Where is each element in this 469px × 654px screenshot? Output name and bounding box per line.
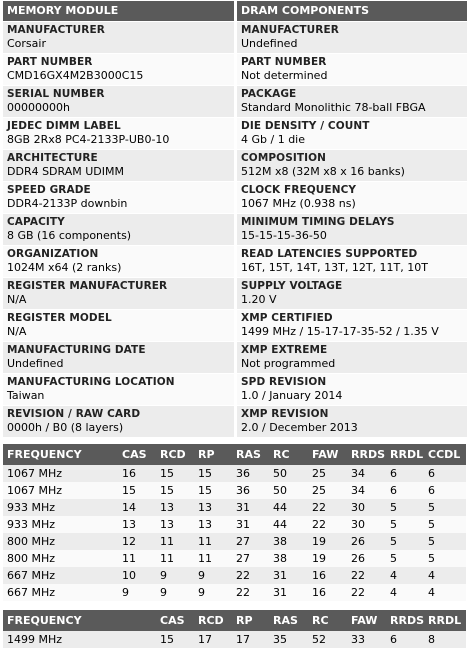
module-property [3, 278, 234, 309]
table-cell: 50 [269, 465, 308, 482]
dram-property [237, 278, 467, 309]
property-label: REGISTER MANUFACTURER [7, 280, 168, 292]
property-value: 00000000h [7, 101, 70, 114]
table-cell: 667 MHz [3, 567, 118, 584]
dram-property [237, 86, 467, 117]
table-row [3, 631, 466, 648]
table-cell: 38 [269, 533, 308, 550]
xmp-table-header [3, 610, 466, 631]
property-row [0, 214, 469, 246]
table-cell: 9 [156, 567, 194, 584]
module-property [3, 182, 234, 213]
table-cell: 13 [194, 516, 232, 533]
column-header: RC [269, 444, 308, 465]
column-header: RAS [232, 444, 269, 465]
table-cell: 30 [347, 499, 386, 516]
property-value: N/A [7, 325, 27, 338]
table-cell: 16 [308, 584, 347, 601]
property-label: DIE DENSITY / COUNT [241, 120, 370, 132]
property-value: 0000h / B0 (8 layers) [7, 421, 124, 434]
property-label: COMPOSITION [241, 152, 327, 164]
module-property [3, 310, 234, 341]
table-cell: 933 MHz [3, 516, 118, 533]
table-cell: 8 [424, 631, 466, 648]
table-cell: 5 [424, 499, 466, 516]
property-row [0, 278, 469, 310]
table-cell: 15 [194, 482, 232, 499]
table-cell: 11 [156, 533, 194, 550]
dram-property [237, 54, 467, 85]
table-cell: 5 [424, 516, 466, 533]
table-row [3, 499, 466, 516]
module-property [3, 406, 234, 437]
column-header: RCD [194, 610, 232, 631]
module-property [3, 86, 234, 117]
table-cell: 9 [194, 584, 232, 601]
table-cell: 15 [118, 482, 156, 499]
table-cell: 22 [347, 567, 386, 584]
property-label: XMP EXTREME [241, 344, 328, 356]
module-property [3, 214, 234, 245]
column-header: CCDL [424, 444, 466, 465]
property-value: Standard Monolithic 78-ball FBGA [241, 101, 426, 114]
module-property [3, 246, 234, 277]
column-header: RP [232, 610, 269, 631]
table-cell: 31 [232, 499, 269, 516]
property-label: REGISTER MODEL [7, 312, 112, 324]
dram-property [237, 406, 467, 437]
table-cell: 30 [347, 516, 386, 533]
timing-table-header [3, 444, 466, 465]
property-row [0, 22, 469, 54]
property-label: REVISION / RAW CARD [7, 408, 141, 420]
table-cell: 6 [386, 482, 424, 499]
table-cell: 5 [424, 533, 466, 550]
table-cell [118, 631, 156, 648]
table-cell: 44 [269, 499, 308, 516]
table-cell: 27 [232, 533, 269, 550]
dram-property [237, 150, 467, 181]
table-cell: 11 [194, 550, 232, 567]
column-header: FAW [347, 610, 386, 631]
table-cell: 22 [232, 584, 269, 601]
column-header: FREQUENCY [3, 444, 118, 465]
property-row [0, 406, 469, 438]
table-cell: 50 [269, 482, 308, 499]
property-value: 1.20 V [241, 293, 277, 306]
section-header-bar [0, 0, 469, 22]
table-cell: 31 [269, 567, 308, 584]
module-property [3, 118, 234, 149]
table-cell: 13 [194, 499, 232, 516]
table-row [3, 482, 466, 499]
dram-property [237, 246, 467, 277]
module-property [3, 374, 234, 405]
property-label: SPEED GRADE [7, 184, 91, 196]
column-header: RRDL [386, 444, 424, 465]
table-cell: 35 [269, 631, 308, 648]
table-cell: 1067 MHz [3, 482, 118, 499]
column-header: RAS [269, 610, 308, 631]
property-label: READ LATENCIES SUPPORTED [241, 248, 418, 260]
dram-property [237, 22, 467, 53]
property-value: 1.0 / January 2014 [241, 389, 343, 402]
table-cell: 15 [156, 465, 194, 482]
property-row [0, 374, 469, 406]
property-label: CAPACITY [7, 216, 65, 228]
table-cell: 667 MHz [3, 584, 118, 601]
table-cell: 4 [424, 584, 466, 601]
module-property [3, 342, 234, 373]
table-cell: 22 [232, 567, 269, 584]
property-row [0, 342, 469, 374]
table-cell: 800 MHz [3, 533, 118, 550]
dram-property [237, 342, 467, 373]
table-cell: 31 [232, 516, 269, 533]
table-cell: 1067 MHz [3, 465, 118, 482]
table-row [3, 465, 466, 482]
table-cell: 11 [194, 533, 232, 550]
column-header [118, 610, 156, 631]
table-cell: 4 [386, 584, 424, 601]
property-label: ORGANIZATION [7, 248, 99, 260]
property-label: XMP CERTIFIED [241, 312, 333, 324]
column-header: RP [194, 444, 232, 465]
table-cell: 11 [156, 550, 194, 567]
property-row [0, 246, 469, 278]
table-cell: 31 [269, 584, 308, 601]
table-cell: 4 [386, 567, 424, 584]
property-label: MANUFACTURER [7, 24, 105, 36]
property-value: 1024M x64 (2 ranks) [7, 261, 122, 274]
table-row [3, 516, 466, 533]
table-cell: 5 [386, 533, 424, 550]
table-cell: 52 [308, 631, 347, 648]
column-header: RRDS [386, 610, 424, 631]
property-row [0, 182, 469, 214]
property-value: 2.0 / December 2013 [241, 421, 358, 434]
table-cell: 22 [347, 584, 386, 601]
table-cell: 6 [386, 465, 424, 482]
property-value: 512M x8 (32M x8 x 16 banks) [241, 165, 405, 178]
module-property [3, 150, 234, 181]
property-row [0, 310, 469, 342]
column-header: RCD [156, 444, 194, 465]
table-cell: 26 [347, 550, 386, 567]
table-cell: 22 [308, 499, 347, 516]
table-cell: 26 [347, 533, 386, 550]
property-label: MANUFACTURING DATE [7, 344, 146, 356]
table-cell: 27 [232, 550, 269, 567]
column-header: RRDL [424, 610, 466, 631]
table-cell: 17 [194, 631, 232, 648]
property-label: ARCHITECTURE [7, 152, 98, 164]
dram-property [237, 214, 467, 245]
property-row [0, 150, 469, 182]
table-cell: 13 [156, 516, 194, 533]
table-cell: 9 [156, 584, 194, 601]
table-cell: 38 [269, 550, 308, 567]
property-value: Undefined [241, 37, 298, 50]
dram-property [237, 182, 467, 213]
table-cell: 15 [156, 482, 194, 499]
table-cell: 36 [232, 465, 269, 482]
property-value: DDR4-2133P downbin [7, 197, 128, 210]
table-cell: 933 MHz [3, 499, 118, 516]
property-label: MINIMUM TIMING DELAYS [241, 216, 395, 228]
property-value: 15-15-15-36-50 [241, 229, 327, 242]
property-row [0, 118, 469, 150]
property-label: PART NUMBER [241, 56, 327, 68]
property-value: Undefined [7, 357, 64, 370]
table-cell: 19 [308, 533, 347, 550]
table-cell: 34 [347, 482, 386, 499]
table-cell: 9 [118, 584, 156, 601]
property-value: Not programmed [241, 357, 336, 370]
table-cell: 5 [386, 499, 424, 516]
property-label: SPD REVISION [241, 376, 327, 388]
table-cell: 13 [118, 516, 156, 533]
property-value: 8 GB (16 components) [7, 229, 132, 242]
property-label: SERIAL NUMBER [7, 88, 105, 100]
table-cell: 33 [347, 631, 386, 648]
table-cell: 11 [118, 550, 156, 567]
column-header: CAS [118, 444, 156, 465]
column-header: FAW [308, 444, 347, 465]
xmp-timing-table [3, 610, 466, 648]
column-header: RRDS [347, 444, 386, 465]
property-value: 16T, 15T, 14T, 13T, 12T, 11T, 10T [241, 261, 428, 274]
property-label: SUPPLY VOLTAGE [241, 280, 343, 292]
column-header: RC [308, 610, 347, 631]
table-cell: 14 [118, 499, 156, 516]
property-label: PART NUMBER [7, 56, 93, 68]
table-cell: 12 [118, 533, 156, 550]
table-cell: 5 [386, 516, 424, 533]
table-cell: 22 [308, 516, 347, 533]
dram-property [237, 374, 467, 405]
column-header: CAS [156, 610, 194, 631]
property-value: Not determined [241, 69, 328, 82]
table-cell: 34 [347, 465, 386, 482]
table-cell: 6 [386, 631, 424, 648]
property-value: CMD16GX4M2B3000C15 [7, 69, 144, 82]
property-row [0, 54, 469, 86]
property-value: N/A [7, 293, 27, 306]
table-cell: 800 MHz [3, 550, 118, 567]
property-label: XMP REVISION [241, 408, 329, 420]
memory-module-header: MEMORY MODULE [3, 1, 234, 21]
dram-property [237, 118, 467, 149]
table-cell: 4 [424, 567, 466, 584]
table-cell: 25 [308, 482, 347, 499]
property-label: MANUFACTURER [241, 24, 339, 36]
table-cell: 10 [118, 567, 156, 584]
table-row [3, 550, 466, 567]
table-row [3, 533, 466, 550]
property-value: Taiwan [7, 389, 45, 402]
table-cell: 5 [386, 550, 424, 567]
table-cell: 17 [232, 631, 269, 648]
table-cell: 15 [156, 631, 194, 648]
property-value: DDR4 SDRAM UDIMM [7, 165, 124, 178]
table-cell: 6 [424, 482, 466, 499]
table-row [3, 584, 466, 601]
dram-components-header: DRAM COMPONENTS [237, 1, 467, 21]
table-cell: 25 [308, 465, 347, 482]
table-cell: 44 [269, 516, 308, 533]
column-header: FREQUENCY [3, 610, 118, 631]
property-label: JEDEC DIMM LABEL [7, 120, 121, 132]
table-row [3, 567, 466, 584]
property-value: 4 Gb / 1 die [241, 133, 306, 146]
table-cell: 16 [118, 465, 156, 482]
table-cell: 5 [424, 550, 466, 567]
module-property [3, 54, 234, 85]
table-cell: 15 [194, 465, 232, 482]
property-row [0, 86, 469, 118]
jedec-timing-table [3, 444, 466, 601]
table-cell: 6 [424, 465, 466, 482]
property-value: 1067 MHz (0.938 ns) [241, 197, 356, 210]
property-label: CLOCK FREQUENCY [241, 184, 357, 196]
module-property [3, 22, 234, 53]
property-value: 1499 MHz / 15-17-17-35-52 / 1.35 V [241, 325, 439, 338]
property-label: PACKAGE [241, 88, 297, 100]
table-cell: 19 [308, 550, 347, 567]
table-cell: 13 [156, 499, 194, 516]
dram-property [237, 310, 467, 341]
property-label: MANUFACTURING LOCATION [7, 376, 175, 388]
table-cell: 16 [308, 567, 347, 584]
table-cell: 36 [232, 482, 269, 499]
table-cell: 9 [194, 567, 232, 584]
property-value: Corsair [7, 37, 46, 50]
table-cell: 1499 MHz [3, 631, 118, 648]
property-value: 8GB 2Rx8 PC4-2133P-UB0-10 [7, 133, 170, 146]
spd-properties-grid [0, 22, 469, 438]
